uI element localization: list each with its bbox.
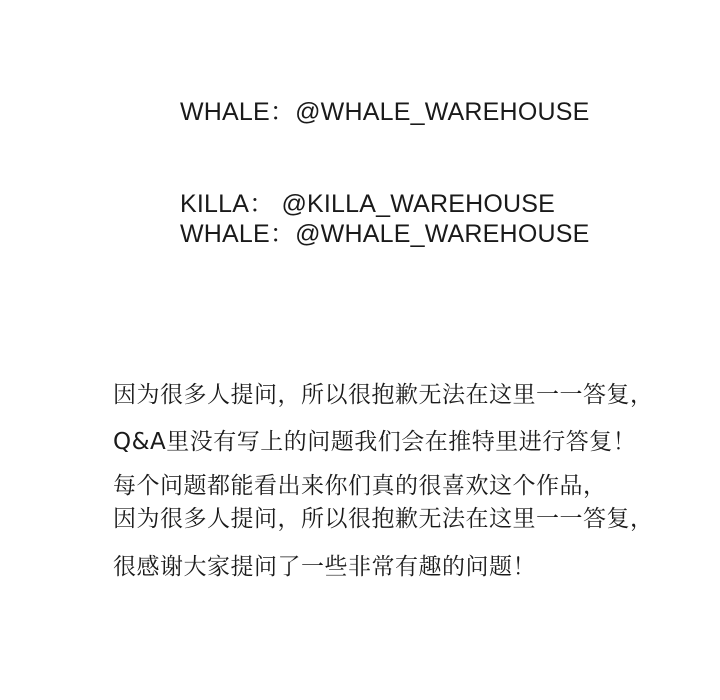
credit-killa: KILLA： @KILLA_WAREHOUSE xyxy=(180,190,556,218)
message-line-partial-top-text: 因为很多人提问，所以很抱歉无法在这里一一答复， xyxy=(113,382,654,408)
message-line-every: 每个问题都能看出来你们真的很喜欢这个作品， xyxy=(113,473,607,499)
credit-whale-partial-top xyxy=(180,98,590,126)
message-line-qa: Q&A里没有写上的问题我们会在推特里进行答复！ xyxy=(113,429,637,455)
message-line-partial-bottom xyxy=(113,505,654,532)
credit-whale-partial-bottom-text: WHALE：@WHALE_WAREHOUSE xyxy=(180,220,590,248)
credit-whale-partial-top-text: WHALE：@WHALE_WAREHOUSE xyxy=(180,98,590,126)
message-line-thanks: 很感谢大家提问了一些非常有趣的问题！ xyxy=(113,554,536,580)
credit-whale-partial-bottom xyxy=(180,220,590,248)
message-line-partial-bottom-text: 因为很多人提问，所以很抱歉无法在这里一一答复， xyxy=(113,506,654,532)
message-line-partial-top xyxy=(113,382,654,409)
